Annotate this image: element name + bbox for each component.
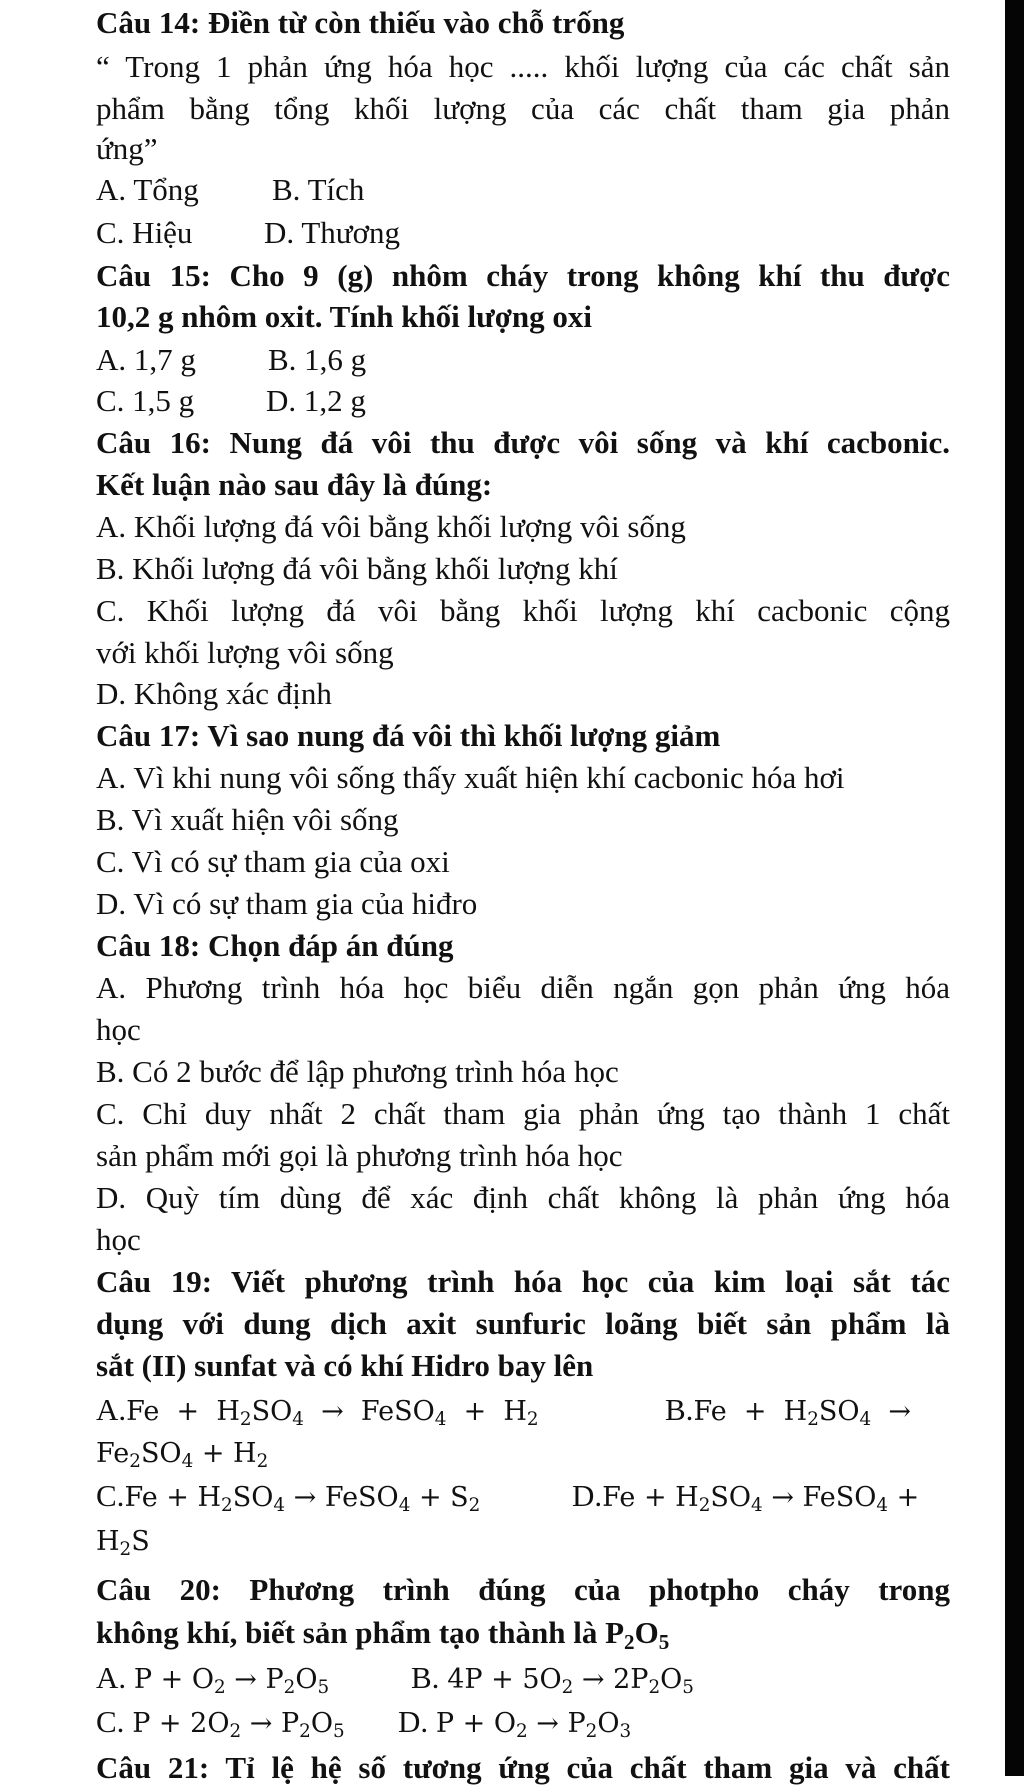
q20-option-b-equation: $4P + 5O_2 \to 2P_2O_5$ xyxy=(447,1664,694,1699)
q16-option-c-line2: với khối lượng vôi sống xyxy=(96,635,394,670)
q14-stem-line1: “ Trong 1 phản ứng hóa học ..... khối lượng của các chất sản xyxy=(96,49,950,84)
q20-option-c xyxy=(96,1702,345,1744)
q19-option-c-label: C. xyxy=(96,1478,125,1513)
q20-option-d-label: D. xyxy=(398,1704,429,1739)
q14-stem-line3: ứng” xyxy=(96,131,158,166)
q16-option-b: B. Khối lượng đá vôi bằng khối lượng khí xyxy=(96,551,618,586)
q19-option-d xyxy=(572,1476,919,1518)
q14-title: Câu 14: Điền từ còn thiếu vào chỗ trống xyxy=(96,5,625,40)
q20-option-b xyxy=(411,1658,694,1700)
q14-option-a: A. Tổng xyxy=(96,172,199,207)
q20-option-c-label: C. xyxy=(96,1704,125,1739)
q20-title-line2-text: không khí, biết sản phẩm tạo thành là xyxy=(96,1615,598,1650)
q17-option-b: B. Vì xuất hiện vôi sống xyxy=(96,802,399,837)
q20-title-line1: Câu 20: Phương trình đúng của photpho cháy trong xyxy=(96,1572,950,1607)
q16-title-line1: Câu 16: Nung đá vôi thu được vôi sống và khí cacbonic. xyxy=(96,425,950,460)
q19-option-b-continued xyxy=(96,1432,268,1474)
q19-option-a-label: A. xyxy=(96,1392,127,1427)
q20-option-d-equation: $P + O_2 \to P_2O_3$ xyxy=(435,1708,632,1743)
q14-option-c: C. Hiệu xyxy=(96,215,193,250)
q19-title-line1: Câu 19: Viết phương trình hóa học của kim loại sắt tác xyxy=(96,1264,950,1299)
q14-stem-line2: phẩm bằng tổng khối lượng của các chất tham gia phản xyxy=(96,91,950,126)
q18-option-a-line2: học xyxy=(96,1012,141,1047)
q19-option-c xyxy=(96,1476,480,1518)
q18-title: Câu 18: Chọn đáp án đúng xyxy=(96,928,454,963)
q17-title: Câu 17: Vì sao nung đá vôi thì khối lượng giảm xyxy=(96,718,721,753)
q19-option-b-equation-part2: $Fe_2SO_4 + H_2$ xyxy=(96,1438,269,1473)
q20-option-b-label: B. xyxy=(411,1660,440,1695)
q19-option-d-continued xyxy=(96,1520,150,1562)
q19-option-d-equation-part2: $H_2S$ xyxy=(96,1526,150,1561)
q20-title-line2 xyxy=(96,1613,669,1653)
q16-title-line2: Kết luận nào sau đây là đúng: xyxy=(96,467,493,502)
q19-option-a xyxy=(96,1390,539,1432)
q20-option-c-equation: $P + 2O_2 \to P_2O_5$ xyxy=(132,1708,345,1743)
q15-title-line1: Câu 15: Cho 9 (g) nhôm cháy trong không khí thu được xyxy=(96,258,950,293)
q16-option-c-line1: C. Khối lượng đá vôi bằng khối lượng khí cacbonic cộng xyxy=(96,593,950,628)
q17-option-d: D. Vì có sự tham gia của hiđro xyxy=(96,886,478,921)
q18-option-a-line1: A. Phương trình hóa học biểu diễn ngắn gọn phản ứng hóa xyxy=(96,970,950,1005)
q18-option-d-line2: học xyxy=(96,1222,141,1257)
q20-option-d xyxy=(398,1702,631,1744)
q18-option-c-line1: C. Chỉ duy nhất 2 chất tham gia phản ứng tạo thành 1 chất xyxy=(96,1096,950,1131)
q19-option-b-equation-part1: $Fe + H_2SO_4$ → xyxy=(693,1396,911,1431)
q20-title-formula: $P_2O_5$ xyxy=(605,1615,670,1654)
q14-option-b: B. Tích xyxy=(272,172,365,207)
q17-option-c: C. Vì có sự tham gia của oxi xyxy=(96,844,450,879)
q20-option-a-label: A. xyxy=(96,1660,127,1695)
q19-option-d-label: D. xyxy=(572,1478,603,1513)
q15-option-c: C. 1,5 g xyxy=(96,383,195,418)
q20-option-a xyxy=(96,1658,329,1700)
q18-option-c-line2: sản phẩm mới gọi là phương trình hóa học xyxy=(96,1138,623,1173)
right-dark-edge xyxy=(1005,0,1024,1776)
q16-option-d: D. Không xác định xyxy=(96,676,332,711)
q19-option-b-label: B. xyxy=(665,1392,694,1427)
q19-title-line3: sắt (II) sunfat và có khí Hidro bay lên xyxy=(96,1348,594,1383)
q18-option-d-line1: D. Quỳ tím dùng để xác định chất không là phản ứng hóa xyxy=(96,1180,950,1215)
q19-option-d-equation-part1: $Fe + H_2SO_4$ → FeSO$_4$ + xyxy=(602,1482,920,1517)
q21-title-partial: Câu 21: Tỉ lệ hệ số tương ứng của chất tham gia và chất xyxy=(96,1750,950,1785)
q16-option-a: A. Khối lượng đá vôi bằng khối lượng vôi sống xyxy=(96,509,686,544)
q14-option-d: D. Thương xyxy=(264,215,400,250)
q15-option-a: A. 1,7 g xyxy=(96,342,196,377)
q20-option-a-equation: $P + O_2 \to P_2O_5$ xyxy=(133,1664,330,1699)
q18-option-b: B. Có 2 bước để lập phương trình hóa học xyxy=(96,1054,619,1089)
q19-option-c-equation: $Fe + H_2SO_4$ → FeSO$_4$ + $S_2$ xyxy=(124,1482,481,1517)
q19-title-line2: dụng với dung dịch axit sunfuric loãng biết sản phẩm là xyxy=(96,1306,950,1341)
q19-option-a-equation: $Fe + H_2SO_4$ → FeSO$_4$ + $H_2$ xyxy=(126,1396,539,1431)
q15-option-b: B. 1,6 g xyxy=(268,342,367,377)
q15-option-d: D. 1,2 g xyxy=(266,383,366,418)
q17-option-a: A. Vì khi nung vôi sống thấy xuất hiện khí cacbonic hóa hơi xyxy=(96,760,845,795)
q15-title-line2: 10,2 g nhôm oxit. Tính khối lượng oxi xyxy=(96,299,593,334)
q19-option-b xyxy=(665,1390,911,1432)
